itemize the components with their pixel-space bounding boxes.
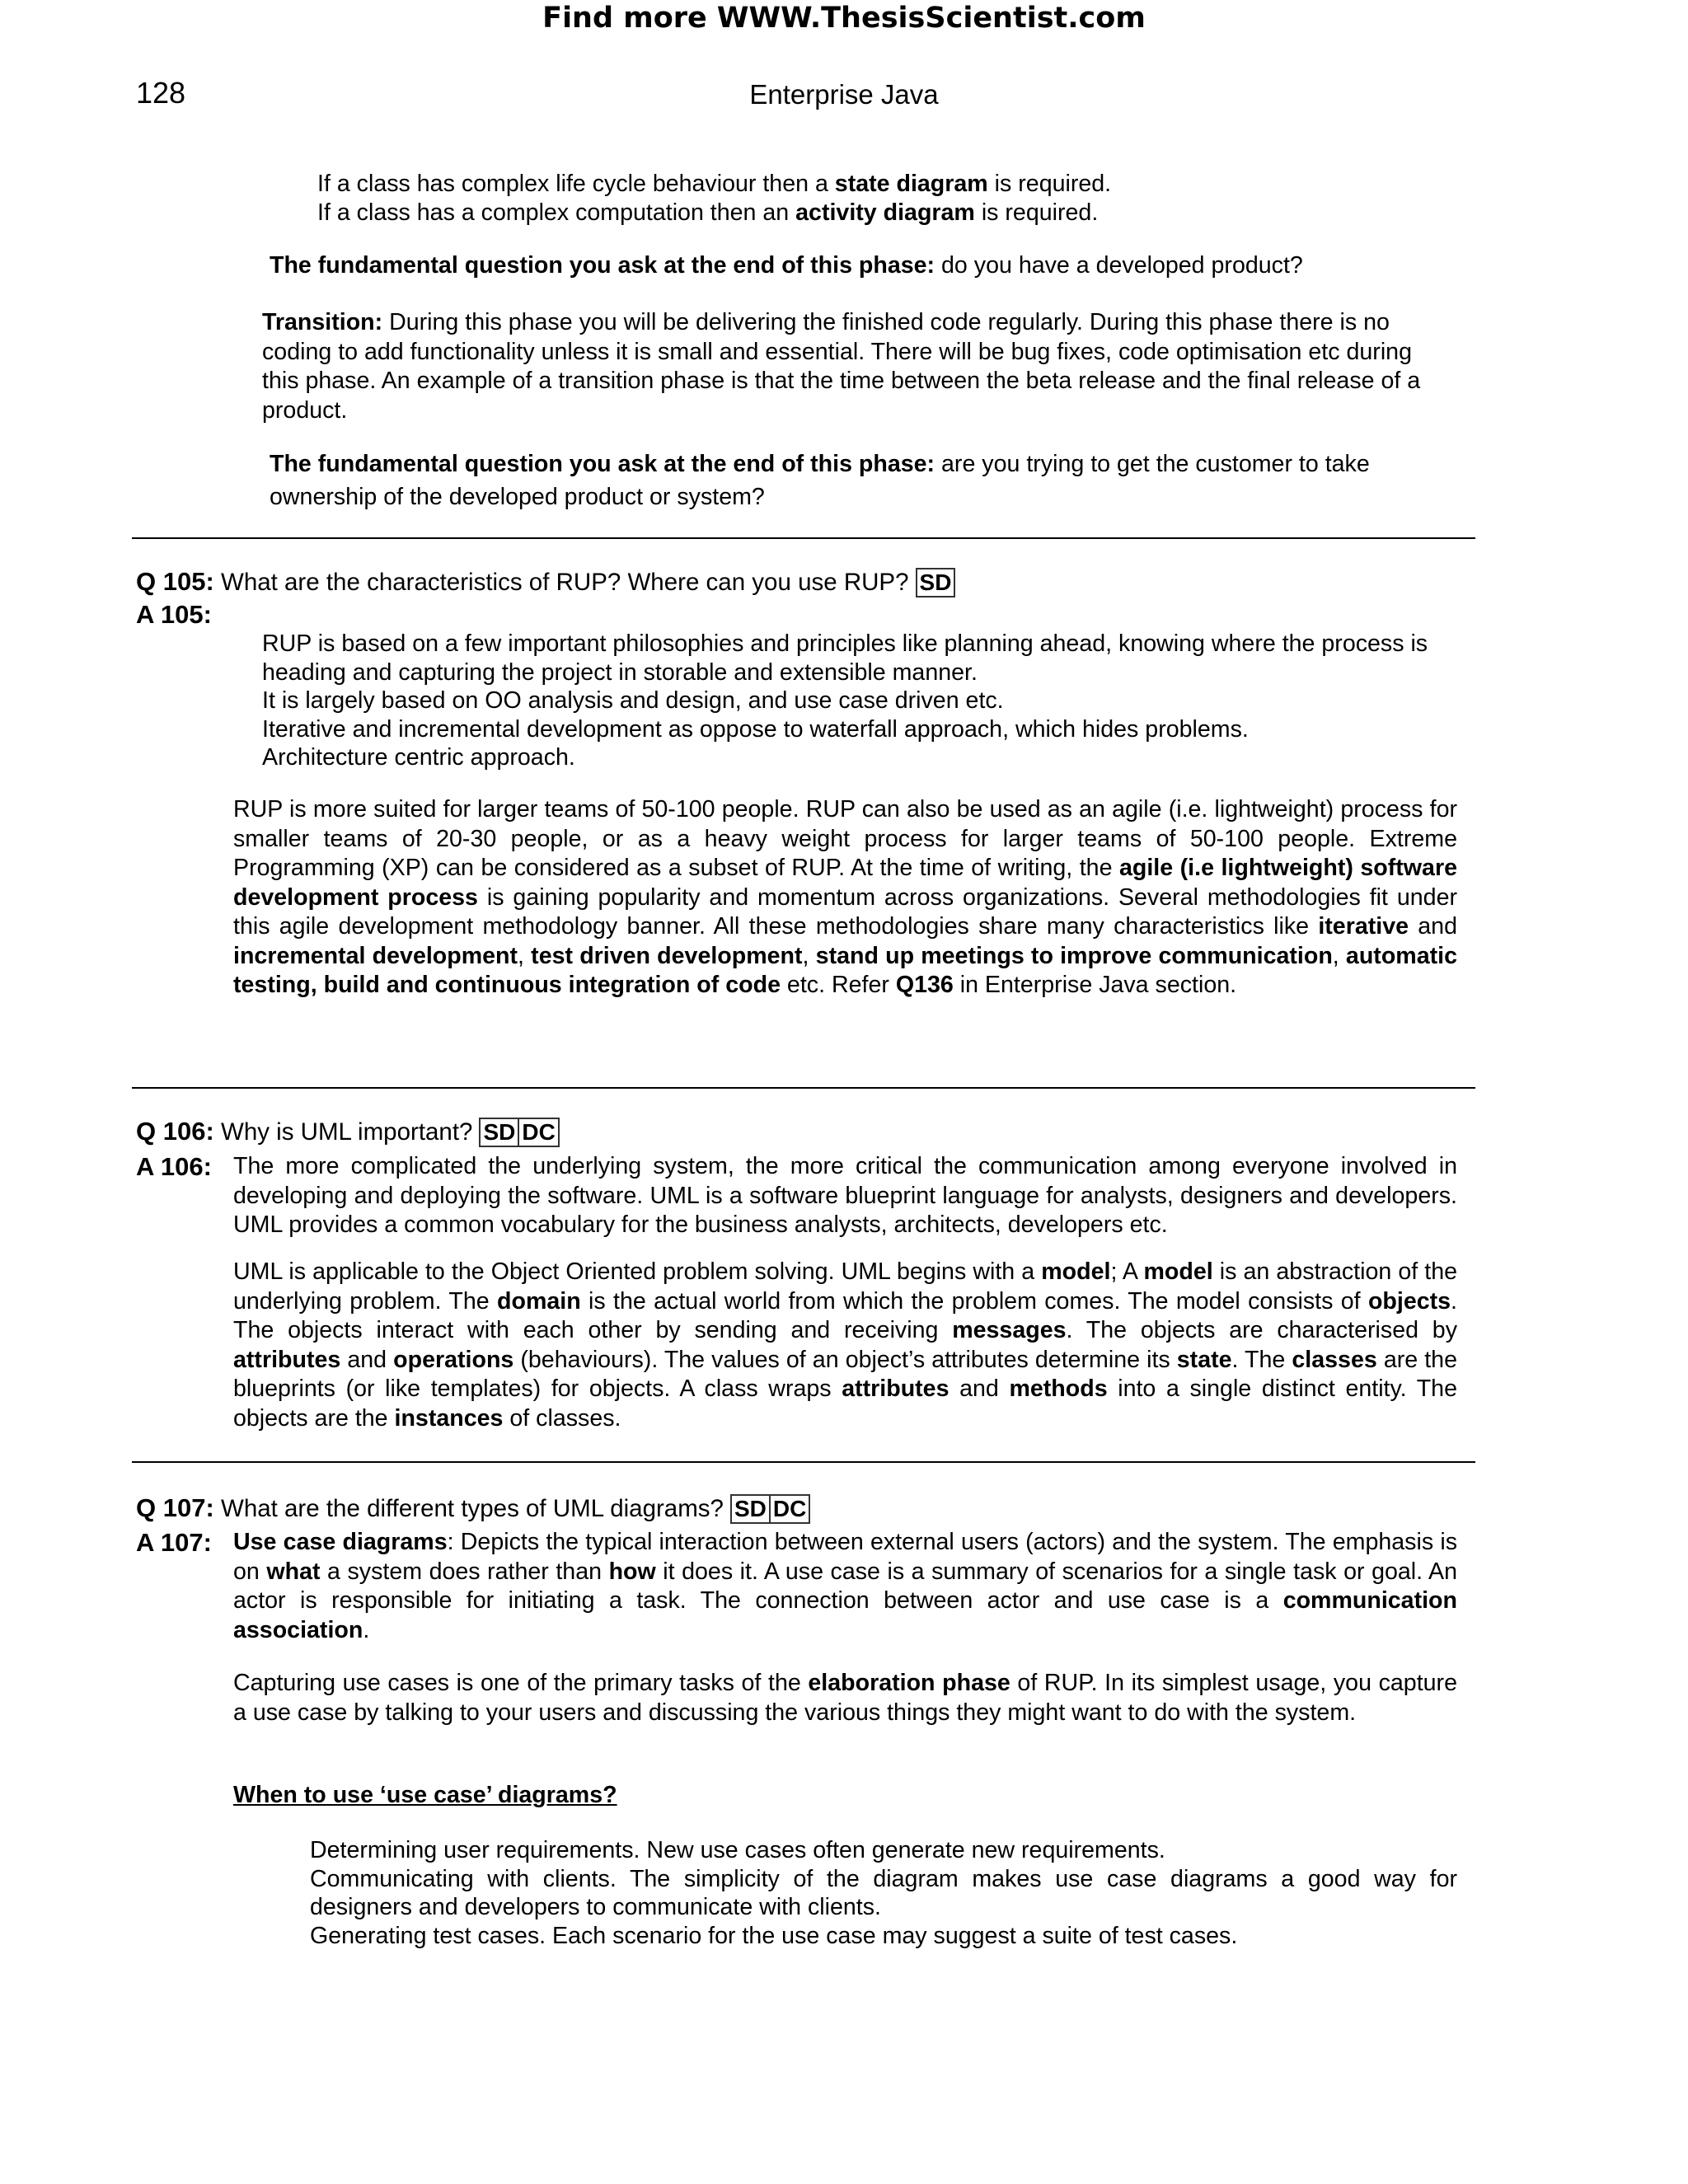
answer-105-bullets — [262, 630, 1457, 772]
answer-105-label: A 105: — [136, 600, 212, 629]
answer-107-paragraph-1: Use case diagrams: Depicts the typical interaction between external users (actors) and the system. The emphasis is on what a system does rather than how it does it. A use case is a summary of scenarios for a single task or goal. An actor is responsible for initiating a task. The connection between actor and use case is a communication association. — [233, 1529, 1458, 1643]
answer-106-paragraph-1: The more complicated the underlying system, the more critical the communication among everyone involved in developing and deploying the software. UML is a software blueprint language for analysts, designers and developers. UML provides a common vocabulary for the business analysts, architects, developers etc. — [233, 1153, 1457, 1238]
intro-line-activity-diagram: If a class has a complex computation then an activity diagram is required. — [317, 199, 1099, 226]
section-divider — [132, 1461, 1475, 1463]
question-106: Q 106: Why is UML important? SD DC — [136, 1117, 560, 1147]
list-item: Determining user requirements. New use cases often generate new requirements. — [310, 1837, 1165, 1863]
transition-paragraph: Transition: During this phase you will be delivering the finished code regularly. During this phase there is no coding to add functionality unless it is small and essential. There will be bug fixes, code optimisation etc during this phase. An example of a transition phase is that the time between the beta release and the final release of a product. — [262, 309, 1421, 424]
answer-105-paragraph: RUP is more suited for larger teams of 50-100 people. RUP can also be used as an agile (i.e. lightweight) process for smaller teams of 20-30 people, or as a heavy weight process for larger teams of 50-100 people. Extreme Programming (XP) can be considered as a subset of RUP. At the time of writing, the agile (i.e lightweight) software development process is gaining popularity and momentum across organizations. Several methodologies fit under this agile development methodology banner. All these methodologies share many characteristics like iterative and incremental development, test driven development, stand up meetings to improve communication, automatic testing, build and continuous integration of code etc. Refer Q136 in Enterprise Java section. — [233, 796, 1458, 998]
question-107: Q 107: What are the different types of UML diagrams? SD DC — [136, 1493, 810, 1524]
tag-dc: DC — [771, 1494, 810, 1524]
answer-107-paragraph-2: Capturing use cases is one of the primary tasks of the elaboration phase of RUP. In its simplest usage, you capture a use case by talking to your users and discussing the various things they might want to do with the system. — [233, 1670, 1457, 1726]
list-item: Architecture centric approach. — [262, 744, 575, 771]
intro-line-state-diagram: If a class has complex life cycle behaviour then a state diagram is required. — [317, 171, 1112, 197]
section-divider — [132, 1087, 1475, 1089]
tag-sd: SD — [916, 568, 956, 598]
question-105: Q 105: What are the characteristics of RUP? Where can you use RUP? SD — [136, 567, 955, 598]
list-item: Generating test cases. Each scenario for the use case may suggest a suite of test cases. — [310, 1922, 1238, 1949]
tag-dc: DC — [519, 1118, 559, 1147]
section-divider — [132, 537, 1475, 539]
list-item: It is largely based on OO analysis and design, and use case driven etc. — [262, 687, 1004, 714]
answer-106-label: A 106: — [136, 1152, 212, 1181]
answer-106-paragraph-2: UML is applicable to the Object Oriented problem solving. UML begins with a model; A model is an abstraction of the underlying problem. The domain is the actual world from which the problem comes. The model consists of objects. The objects interact with each other by sending and receiving messages. The objects are characterised by attributes and operations (behaviours). The values of an object’s attributes determine its state. The classes are the blueprints (or like templates) for objects. A class wraps attributes and methods into a single distinct entity. The objects are the instances of classes. — [233, 1258, 1458, 1432]
list-item: Iterative and incremental development as oppose to waterfall approach, which hides problems. — [262, 715, 1249, 743]
section-heading: When to use ‘use case’ diagrams? — [233, 1782, 617, 1808]
page-number: 128 — [136, 76, 186, 110]
list-item: RUP is based on a few important philosophies and principles like planning ahead, knowing where the process is heading and capturing the project in storable and extensible manner. — [262, 630, 1428, 686]
fundamental-question-transition: The fundamental question you ask at the end of this phase: are you trying to get the customer to take ownership of the developed product or system? — [270, 451, 1370, 510]
running-title: Enterprise Java — [749, 79, 939, 110]
list-item: Communicating with clients. The simplicity of the diagram makes use case diagrams a good way for designers and developers to communicate with clients. — [310, 1865, 1457, 1920]
tag-sd: SD — [479, 1118, 519, 1147]
fundamental-question-construction: The fundamental question you ask at the end of this phase: do you have a developed product? — [270, 252, 1303, 279]
tag-sd: SD — [730, 1494, 771, 1524]
answer-107-label: A 107: — [136, 1528, 212, 1557]
site-banner: Find more WWW.ThesisScientist.com — [542, 2, 1146, 35]
answer-107-bullets — [310, 1836, 1457, 1950]
